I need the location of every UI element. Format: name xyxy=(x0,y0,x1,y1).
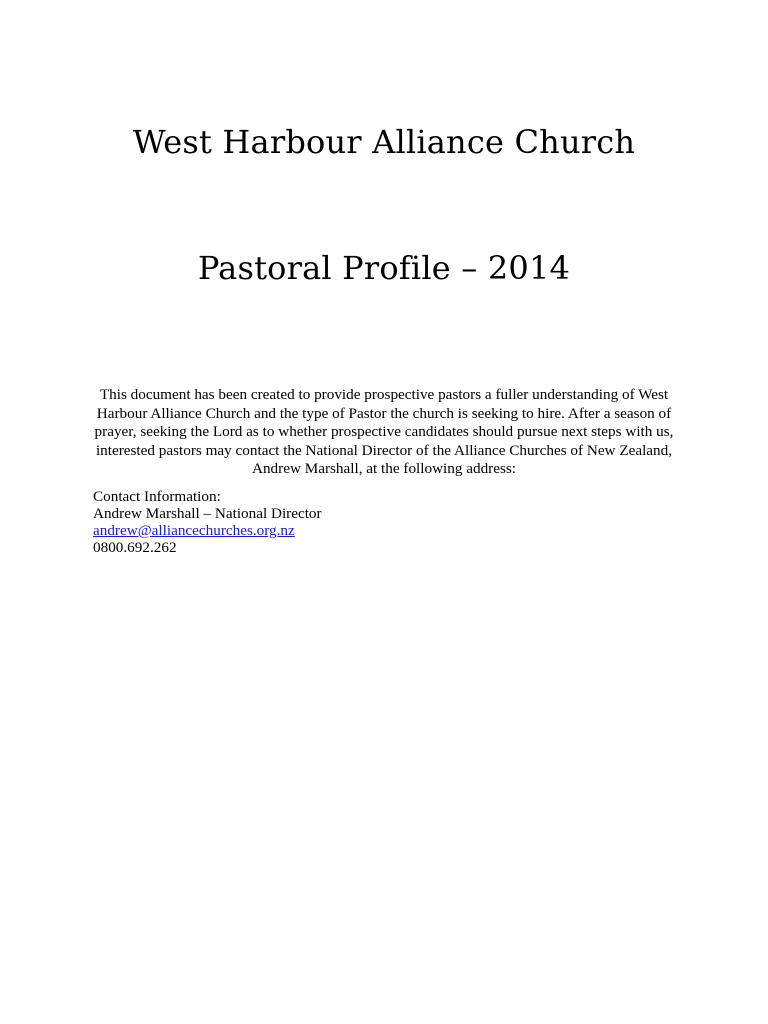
contact-name-title: Andrew Marshall – National Director xyxy=(93,505,322,522)
contact-heading: Contact Information: xyxy=(93,488,221,505)
intro-paragraph: This document has been created to provide prospective pastors a fuller understanding of West Harbour Alliance Church and the type of Pastor the church is seeking to hire. After a season of prayer, seeking the Lord as to whether prospective candidates should pursue next steps with us, interested pastors may contact the National Director of the Alliance Churches of New Zealand, Andrew Marshall, at the following address: xyxy=(94,386,674,477)
contact-block xyxy=(93,488,322,556)
contact-email-link[interactable]: andrew@alliancechurches.org.nz xyxy=(93,522,295,539)
contact-phone: 0800.692.262 xyxy=(93,539,177,556)
church-name-title: West Harbour Alliance Church xyxy=(132,123,636,161)
profile-title: Pastoral Profile – 2014 xyxy=(197,249,571,287)
